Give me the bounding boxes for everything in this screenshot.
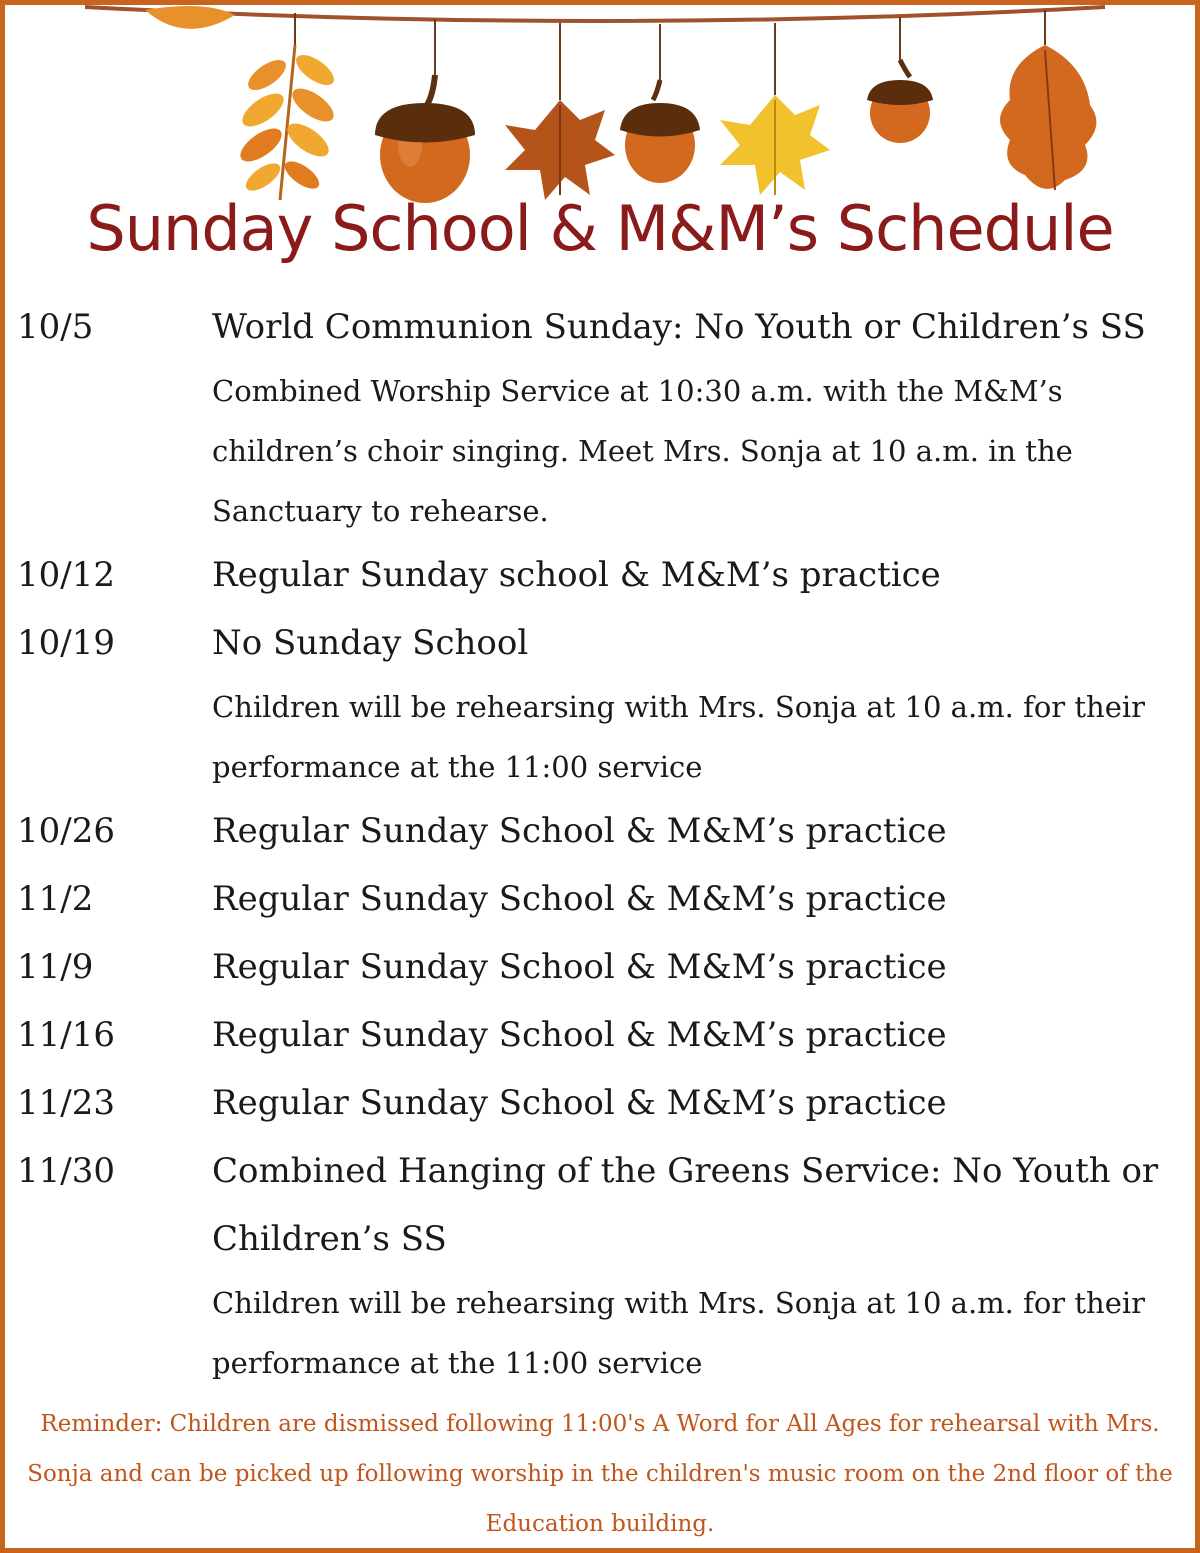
schedule-entry xyxy=(17,865,1187,933)
entry-date: 11/2 xyxy=(17,879,94,919)
schedule-list xyxy=(17,293,1187,1393)
entry-details xyxy=(212,865,1187,933)
fern-leaf-icon xyxy=(235,45,339,200)
entry-event: Regular Sunday School & M&M’s practice xyxy=(212,947,947,987)
entry-event: Regular Sunday School & M&M’s practice xyxy=(212,1015,947,1055)
schedule-entry xyxy=(17,1137,1187,1393)
acorn-icon xyxy=(620,80,700,183)
schedule-entry xyxy=(17,1069,1187,1137)
entry-details xyxy=(212,1069,1187,1137)
schedule-entry xyxy=(17,293,1187,541)
page-title: Sunday School & M&M’s Schedule xyxy=(86,192,1114,265)
entry-details xyxy=(212,797,1187,865)
entry-details xyxy=(212,1001,1187,1069)
entry-note: Children will be rehearsing with Mrs. Sonja at 10 a.m. for their performance at the 11:00 service xyxy=(212,1286,1145,1380)
schedule-entry xyxy=(17,609,1187,797)
maple-leaf-icon xyxy=(720,95,830,195)
entry-date: 10/12 xyxy=(17,555,115,595)
schedule-entry xyxy=(17,541,1187,609)
oak-leaf-icon xyxy=(1000,45,1096,190)
autumn-garland xyxy=(5,5,1195,205)
entry-event: Combined Hanging of the Greens Service: No Youth or Children’s SS xyxy=(212,1151,1159,1259)
entry-date: 10/26 xyxy=(17,811,115,851)
schedule-entry xyxy=(17,797,1187,865)
entry-details xyxy=(212,293,1187,541)
entry-note: Combined Worship Service at 10:30 a.m. with the M&M’s children’s choir singing. Meet Mrs. Sonja at 10 a.m. in the Sanctuary to rehearse. xyxy=(212,374,1073,528)
schedule-entry xyxy=(17,1001,1187,1069)
acorn-icon xyxy=(867,60,933,143)
entry-event: World Communion Sunday: No Youth or Children’s SS xyxy=(212,307,1146,347)
entry-event: No Sunday School xyxy=(212,623,529,663)
entry-date: 11/23 xyxy=(17,1083,115,1123)
entry-date: 10/5 xyxy=(17,307,94,347)
entry-date: 10/19 xyxy=(17,623,115,663)
entry-event: Regular Sunday School & M&M’s practice xyxy=(212,879,947,919)
entry-details xyxy=(212,1137,1187,1393)
entry-details xyxy=(212,933,1187,1001)
acorn-icon xyxy=(375,75,475,203)
reminder-text: Reminder: Children are dismissed following 11:00's A Word for All Ages for rehearsal with Mrs. Sonja and can be picked up following worship in the children's music room on the 2nd floor of the Education building. xyxy=(27,1411,1173,1537)
entry-date: 11/9 xyxy=(17,947,94,987)
schedule-entry xyxy=(17,933,1187,1001)
maple-leaf-icon xyxy=(505,100,615,200)
entry-event: Regular Sunday School & M&M’s practice xyxy=(212,811,947,851)
oak-leaf-icon xyxy=(145,6,235,29)
entry-details xyxy=(212,541,1187,609)
entry-date: 11/30 xyxy=(17,1151,115,1191)
entry-date: 11/16 xyxy=(17,1015,115,1055)
entry-event: Regular Sunday school & M&M’s practice xyxy=(212,555,941,595)
entry-note: Children will be rehearsing with Mrs. Sonja at 10 a.m. for their performance at the 11:00 service xyxy=(212,690,1145,784)
entry-event: Regular Sunday School & M&M’s practice xyxy=(212,1083,947,1123)
entry-details xyxy=(212,609,1187,797)
